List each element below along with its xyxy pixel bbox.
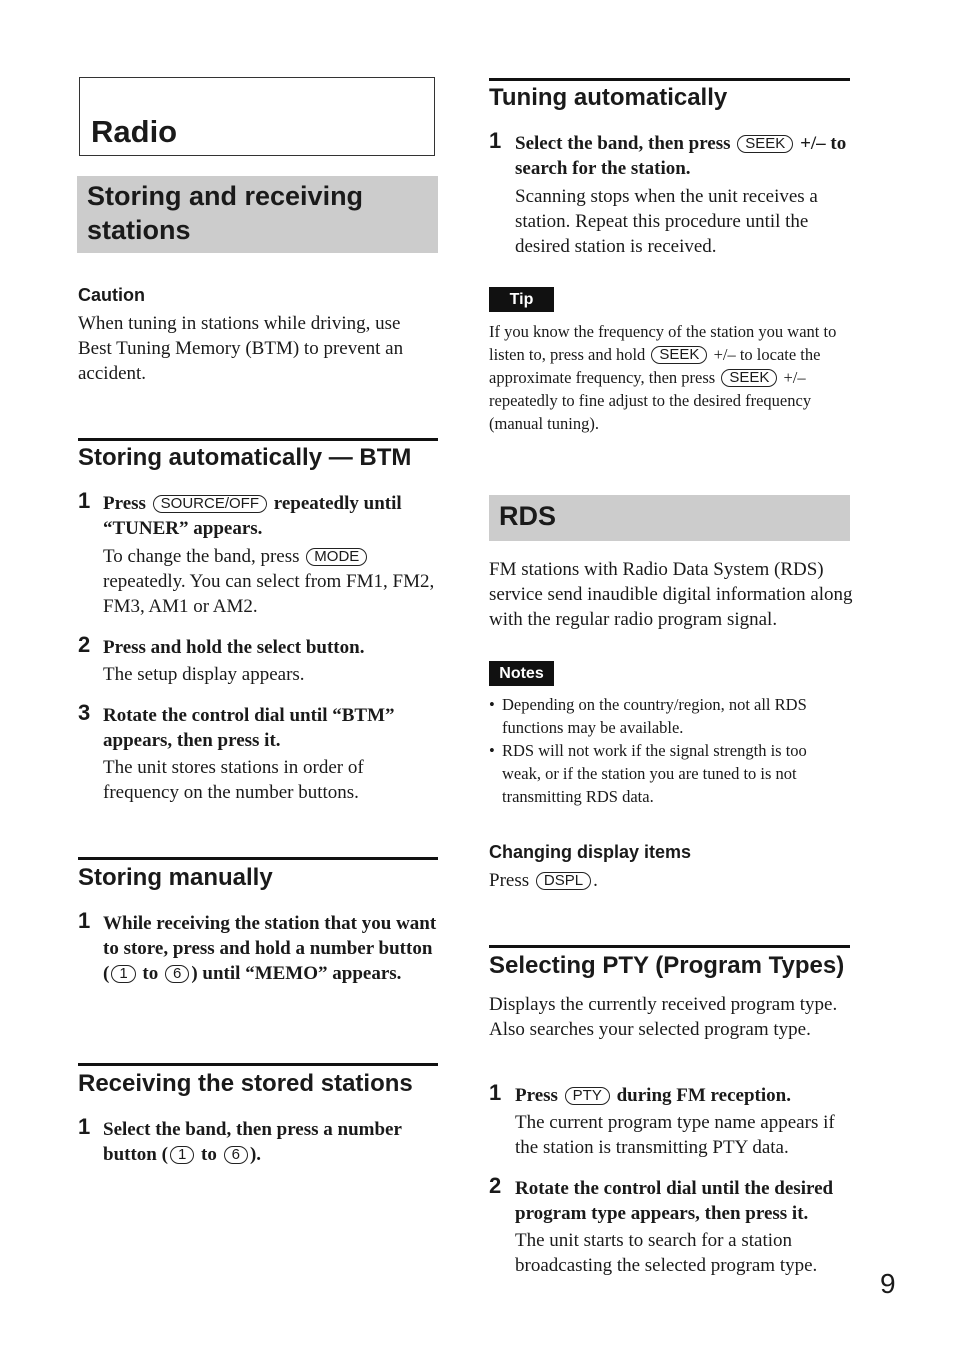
tuning-step1-text-b: +/– to search for the station. [515, 133, 847, 179]
btm-step1-text-b: repeatedly until “TUNER” appears. [103, 493, 402, 539]
btm-step3-description: The unit stores stations in order of frequency on the number buttons. [103, 757, 364, 803]
display-text-a: Press [489, 870, 530, 891]
btm-step1-number: 1 [78, 488, 91, 513]
receiving-step1-instruction [103, 1117, 433, 1167]
tuning-step1-text-a: Select the band, then press [515, 133, 731, 154]
pty-rule [489, 945, 850, 948]
tip-text [489, 320, 851, 435]
tuning-rule [489, 78, 850, 81]
btm-step2-number: 2 [78, 632, 91, 657]
display-items-text [489, 868, 849, 893]
note-item: • Depending on the country/region, not all RDS functions may be available. [489, 693, 845, 739]
pty-key: PTY [565, 1087, 610, 1105]
tip-label: Tip [489, 287, 554, 312]
rds-heading: RDS [499, 501, 557, 531]
mode-key: MODE [306, 548, 367, 566]
pty-step1-number: 1 [489, 1080, 502, 1105]
btm-step1-text-a: Press [103, 493, 146, 514]
btm-step2-description: The setup display appears. [103, 664, 305, 685]
pty-step2-number: 2 [489, 1173, 502, 1198]
btm-step1-instruction [103, 491, 443, 541]
manual-step1-text-b: ) until “MEMO” appears. [191, 963, 402, 984]
page-title: Radio [91, 114, 178, 149]
btm-step1-desc-b: repeatedly. You can select from FM1, FM2, FM3, AM1 or AM2. [103, 571, 435, 617]
caution-heading: Caution [78, 285, 145, 305]
btm-heading: Storing automatically — BTM [78, 444, 412, 471]
pty-step1-description: The current program type name appears if the station is transmitting PTY data. [515, 1112, 835, 1158]
btm-step2-instruction: Press and hold the select button. [103, 637, 365, 658]
receiving-rule [78, 1063, 438, 1066]
display-text-b: . [593, 870, 598, 891]
storing-receiving-heading: Storing and receiving stations [87, 181, 364, 245]
caution-text: When tuning in stations while driving, use Best Tuning Memory (BTM) to prevent an accident. [78, 313, 404, 384]
btm-step1-description [103, 544, 438, 619]
notes-label: Notes [489, 661, 554, 686]
manual-heading: Storing manually [78, 864, 273, 891]
notes-list [489, 693, 845, 808]
manual-step1-text-a: While receiving the station that you want to store, press and hold a number button ( [103, 913, 437, 984]
pty-step2-description: The unit starts to search for a station broadcasting the selected program type. [515, 1230, 818, 1276]
dspl-key: DSPL [536, 872, 591, 890]
pty-step2-instruction: Rotate the control dial until the desired program type appears, then press it. [515, 1178, 834, 1224]
storing-receiving-banner [77, 176, 438, 253]
tip-text-b: +/– to locate the approximate frequency, then press [489, 345, 821, 387]
manual-rule [78, 857, 438, 860]
tuning-heading: Tuning automatically [489, 84, 728, 111]
btm-step3-instruction: Rotate the control dial until “BTM” appears, then press it. [103, 705, 395, 751]
receiving-step1-number: 1 [78, 1114, 91, 1139]
seek-key: SEEK [737, 135, 793, 153]
tuning-step1-description: Scanning stops when the unit receives a station. Repeat this procedure until the desired station is received. [515, 186, 818, 257]
rds-banner [489, 495, 850, 541]
tip-text-a: If you know the frequency of the station you want to listen to, press and hold [489, 322, 837, 364]
btm-rule [78, 438, 438, 441]
tuning-step1-number: 1 [489, 128, 502, 153]
pty-step1-text-a: Press [515, 1085, 558, 1106]
rds-text: FM stations with Radio Data System (RDS) service send inaudible digital information along with the regular radio program signal. [489, 559, 853, 630]
title-box [79, 77, 435, 156]
display-items-heading: Changing display items [489, 842, 692, 862]
manual-step1-instruction [103, 911, 438, 986]
number-6-key: 6 [224, 1146, 248, 1164]
pty-heading: Selecting PTY (Program Types) [489, 952, 845, 979]
source-off-key: SOURCE/OFF [153, 495, 267, 513]
pty-step1-instruction [515, 1083, 855, 1108]
pty-intro: Displays the currently received program type. Also searches your selected program type. [489, 994, 838, 1040]
receiving-step1-text-b: ). [249, 1144, 262, 1165]
receiving-step1-to: to [201, 1144, 217, 1165]
btm-step1-desc-a: To change the band, press [103, 546, 300, 567]
pty-step1-text-b: during FM reception. [616, 1085, 791, 1106]
receiving-step1-text-a: Select the band, then press a number button ( [103, 1119, 402, 1165]
tuning-step1-instruction [515, 131, 855, 181]
receiving-heading: Receiving the stored stations [78, 1070, 413, 1097]
manual-step1-to: to [142, 963, 159, 984]
tip-text-c: +/– repeatedly to fine adjust to the desired frequency (manual tuning). [489, 368, 812, 433]
number-6-key: 6 [165, 965, 189, 983]
number-1-key: 1 [170, 1146, 194, 1164]
btm-step3-number: 3 [78, 700, 91, 725]
number-1-key: 1 [111, 965, 135, 983]
manual-step1-number: 1 [78, 908, 91, 933]
seek-key: SEEK [721, 369, 777, 387]
note-item: • RDS will not work if the signal strength is too weak, or if the station you are tuned to is not transmitting RDS data. [489, 739, 845, 808]
page-number: 9 [880, 1268, 896, 1299]
seek-key: SEEK [651, 346, 707, 364]
